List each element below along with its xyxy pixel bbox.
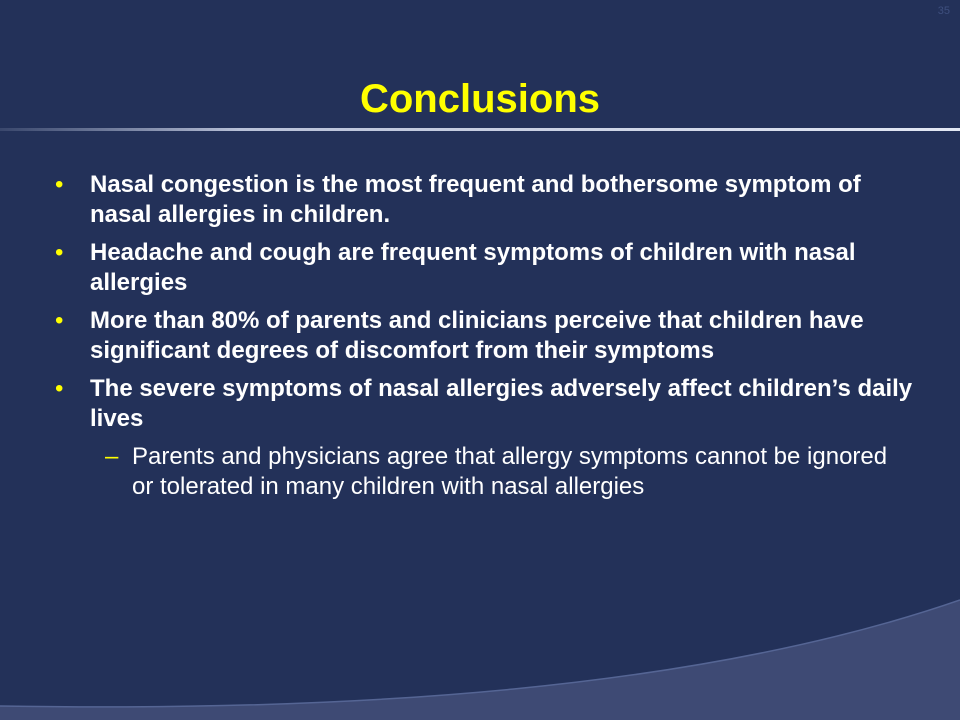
bullet-marker: • (55, 171, 64, 198)
bullet-list (55, 170, 915, 510)
title-divider (0, 126, 960, 134)
bullet-item (55, 170, 915, 230)
bullet-item (55, 238, 915, 298)
bullet-marker: • (55, 375, 64, 402)
bullet-text: More than 80% of parents and clinicians perceive that children have significant degrees of discomfort from their symptoms (90, 307, 864, 364)
bullet-marker: • (55, 239, 64, 266)
bullet-text: Nasal congestion is the most frequent and bothersome symptom of nasal allergies in children. (90, 171, 861, 228)
slide-title: Conclusions (359, 77, 601, 121)
bullet-text: The severe symptoms of nasal allergies adversely affect children’s daily lives (90, 375, 913, 432)
bullet-item (55, 374, 915, 502)
sub-bullet-item (55, 442, 915, 502)
sub-bullet-text: Parents and physicians agree that allergy symptoms cannot be ignored or tolerated in many children with nasal allergies (132, 443, 888, 500)
bullet-text: Headache and cough are frequent symptoms of children with nasal allergies (90, 239, 856, 296)
sub-bullet-marker: – (105, 443, 119, 470)
slide-number: 35 (937, 5, 950, 17)
bullet-item (55, 306, 915, 366)
bullet-marker: • (55, 307, 64, 334)
sub-bullet-list (55, 442, 915, 502)
